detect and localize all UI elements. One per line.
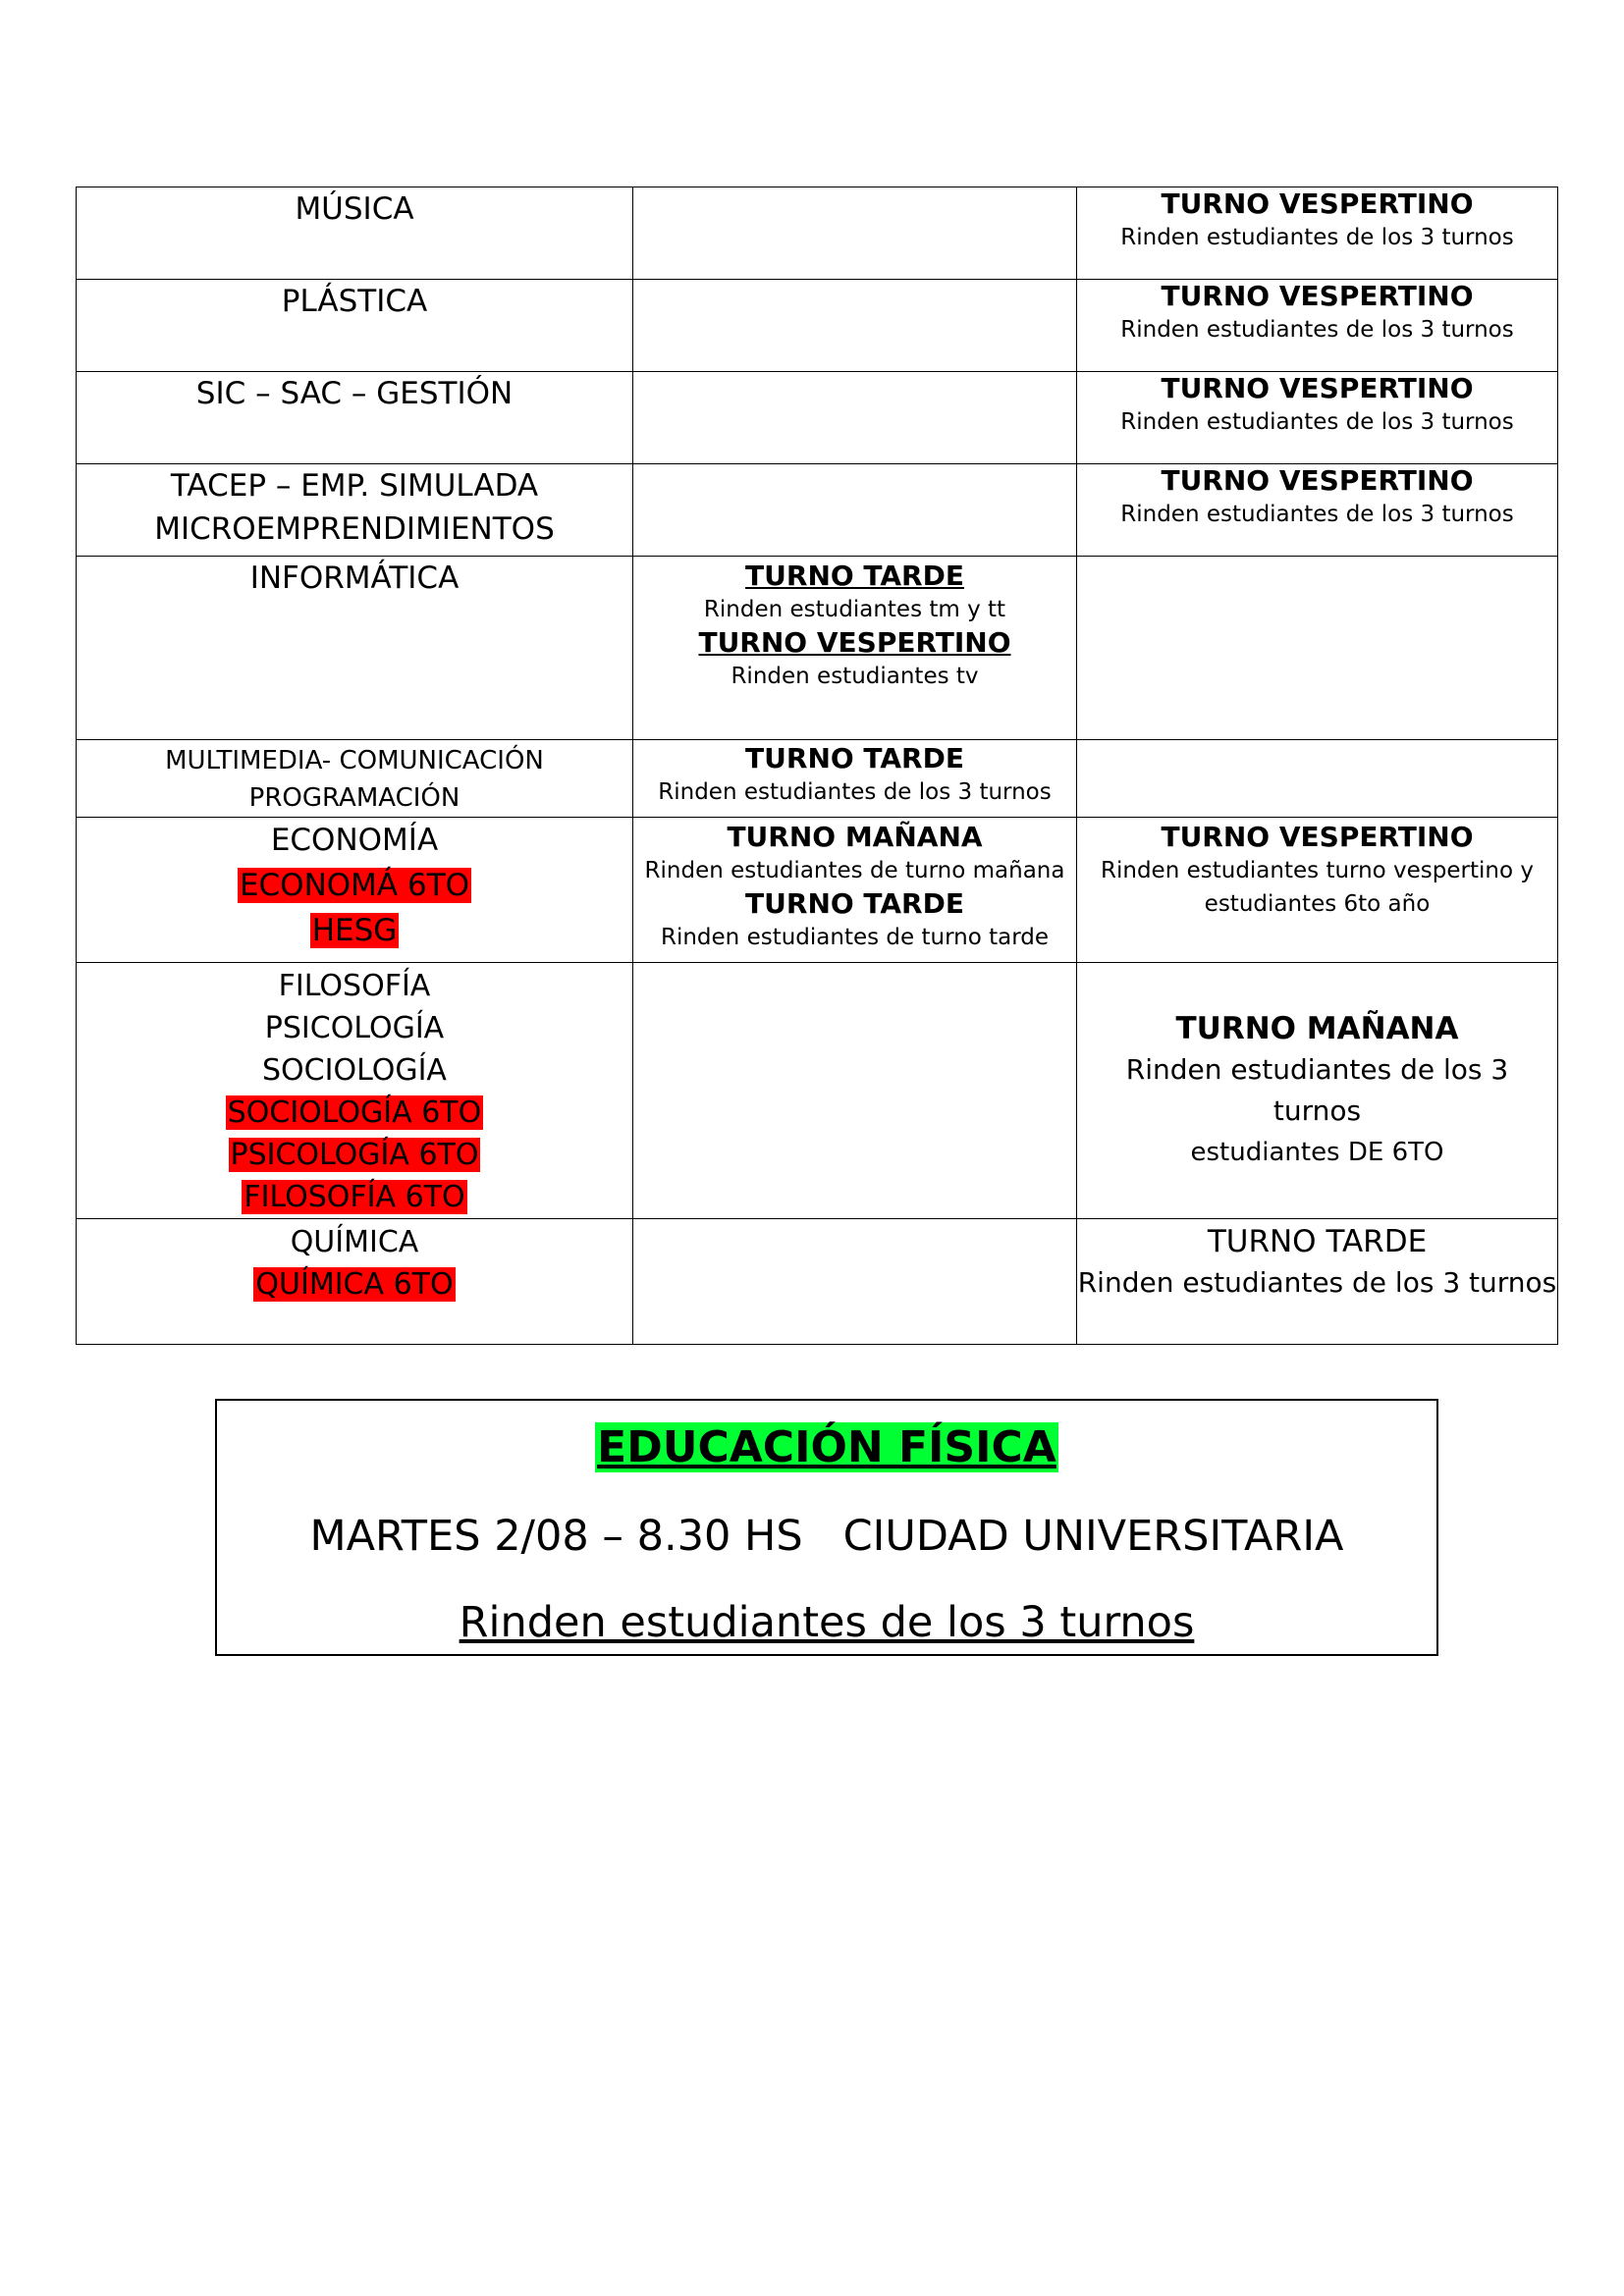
- subject-name-highlighted: PSICOLOGÍA 6TO: [230, 1138, 479, 1172]
- schedule-cell: [1077, 464, 1558, 557]
- subject-name-highlighted: FILOSOFÍA 6TO: [244, 1180, 465, 1214]
- shift-note: turnos: [1272, 1095, 1362, 1127]
- schedule-cell: [633, 818, 1077, 963]
- educacion-fisica-note: Rinden estudiantes de los 3 turnos: [459, 1598, 1195, 1647]
- schedule-cell: [633, 557, 1077, 740]
- subject-cell: [77, 280, 633, 372]
- subject-name: MÚSICA: [295, 191, 414, 227]
- schedule-cell: [633, 740, 1077, 818]
- subject-cell: [77, 963, 633, 1219]
- subject-name: PSICOLOGÍA: [264, 1011, 445, 1045]
- educacion-fisica-title: EDUCACIÓN FÍSICA: [597, 1422, 1056, 1472]
- empty-cell: [633, 464, 1077, 557]
- subject-name: PLÁSTICA: [281, 284, 428, 319]
- subject-cell: [77, 740, 633, 818]
- empty-cell: [1077, 557, 1558, 740]
- shift-heading: TURNO VESPERTINO: [1161, 372, 1474, 404]
- shift-note: Rinden estudiantes de los 3 turnos: [1120, 225, 1514, 250]
- subject-name-highlighted: HESG: [311, 913, 398, 948]
- subject-name: ECONOMÍA: [270, 823, 439, 858]
- subject-cell: [77, 464, 633, 557]
- subject-name: PROGRAMACIÓN: [248, 783, 460, 813]
- table-row: [77, 557, 1558, 740]
- shift-heading: TURNO MAÑANA: [1175, 1011, 1459, 1046]
- shift-heading: TURNO TARDE: [745, 887, 964, 920]
- shift-note: Rinden estudiantes de los 3: [1125, 1053, 1509, 1086]
- schedule-cell: [1077, 963, 1558, 1219]
- subject-cell: [77, 372, 633, 464]
- schedule-cell: [1077, 818, 1558, 963]
- schedule-cell: [1077, 372, 1558, 464]
- empty-cell: [633, 372, 1077, 464]
- schedule-cell: [1077, 187, 1558, 280]
- shift-note: Rinden estudiantes de los 3 turnos: [1077, 1266, 1557, 1299]
- educacion-fisica-date-line: MARTES 2/08 – 8.30 HS CIUDAD UNIVERSITARIA: [309, 1512, 1344, 1561]
- table-row: [77, 464, 1558, 557]
- empty-cell: [633, 963, 1077, 1219]
- subject-cell: [77, 1219, 633, 1345]
- subject-cell: [77, 187, 633, 280]
- subject-cell: [77, 557, 633, 740]
- subject-name: QUÍMICA: [290, 1225, 419, 1259]
- subject-name: MULTIMEDIA- COMUNICACIÓN: [165, 746, 544, 775]
- exam-schedule-table: [76, 187, 1558, 1345]
- shift-heading: TURNO TARDE: [1207, 1224, 1428, 1259]
- shift-heading: TURNO VESPERTINO: [698, 626, 1011, 659]
- empty-cell: [633, 1219, 1077, 1345]
- table-row: [77, 372, 1558, 464]
- empty-cell: [633, 187, 1077, 280]
- shift-heading: TURNO VESPERTINO: [1161, 821, 1474, 853]
- table-row: [77, 187, 1558, 280]
- subject-name-highlighted: SOCIOLOGÍA 6TO: [227, 1095, 482, 1130]
- shift-note: Rinden estudiantes de turno tarde: [660, 925, 1050, 950]
- table-row: [77, 963, 1558, 1219]
- subject-name: INFORMÁTICA: [249, 561, 460, 596]
- shift-note: estudiantes DE 6TO: [1190, 1138, 1444, 1167]
- schedule-cell: [1077, 1219, 1558, 1345]
- table-row: [77, 818, 1558, 963]
- shift-note: Rinden estudiantes de los 3 turnos: [1120, 409, 1514, 435]
- shift-heading: TURNO VESPERTINO: [1161, 464, 1474, 497]
- shift-note: estudiantes 6to año: [1204, 891, 1431, 917]
- shift-heading: TURNO TARDE: [745, 560, 964, 592]
- subject-cell: [77, 818, 633, 963]
- subject-name: SOCIOLOGÍA: [262, 1053, 447, 1088]
- subject-name: MICROEMPRENDIMIENTOS: [154, 511, 555, 547]
- table-row: [77, 1219, 1558, 1345]
- shift-heading: TURNO TARDE: [745, 742, 964, 774]
- shift-note: Rinden estudiantes turno vespertino y: [1101, 858, 1534, 883]
- shift-note: Rinden estudiantes tm y tt: [703, 597, 1006, 622]
- shift-note: Rinden estudiantes tv: [731, 664, 979, 689]
- shift-note: Rinden estudiantes de los 3 turnos: [1120, 317, 1514, 343]
- educacion-fisica-box: [215, 1399, 1438, 1656]
- subject-name: TACEP – EMP. SIMULADA: [170, 468, 539, 504]
- shift-note: Rinden estudiantes de los 3 turnos: [1120, 502, 1514, 527]
- shift-note: Rinden estudiantes de turno mañana: [644, 858, 1065, 883]
- empty-cell: [633, 280, 1077, 372]
- subject-name: FILOSOFÍA: [278, 969, 431, 1003]
- table-row: [77, 280, 1558, 372]
- empty-cell: [1077, 740, 1558, 818]
- shift-heading: TURNO VESPERTINO: [1161, 187, 1474, 220]
- shift-heading: TURNO MAÑANA: [727, 821, 983, 853]
- table-row: [77, 740, 1558, 818]
- schedule-cell: [1077, 280, 1558, 372]
- subject-name-highlighted: ECONOMÁ 6TO: [239, 868, 470, 903]
- shift-heading: TURNO VESPERTINO: [1161, 280, 1474, 312]
- subject-name-highlighted: QUÍMICA 6TO: [255, 1267, 454, 1302]
- shift-note: Rinden estudiantes de los 3 turnos: [658, 779, 1052, 805]
- subject-name: SIC – SAC – GESTIÓN: [195, 376, 514, 411]
